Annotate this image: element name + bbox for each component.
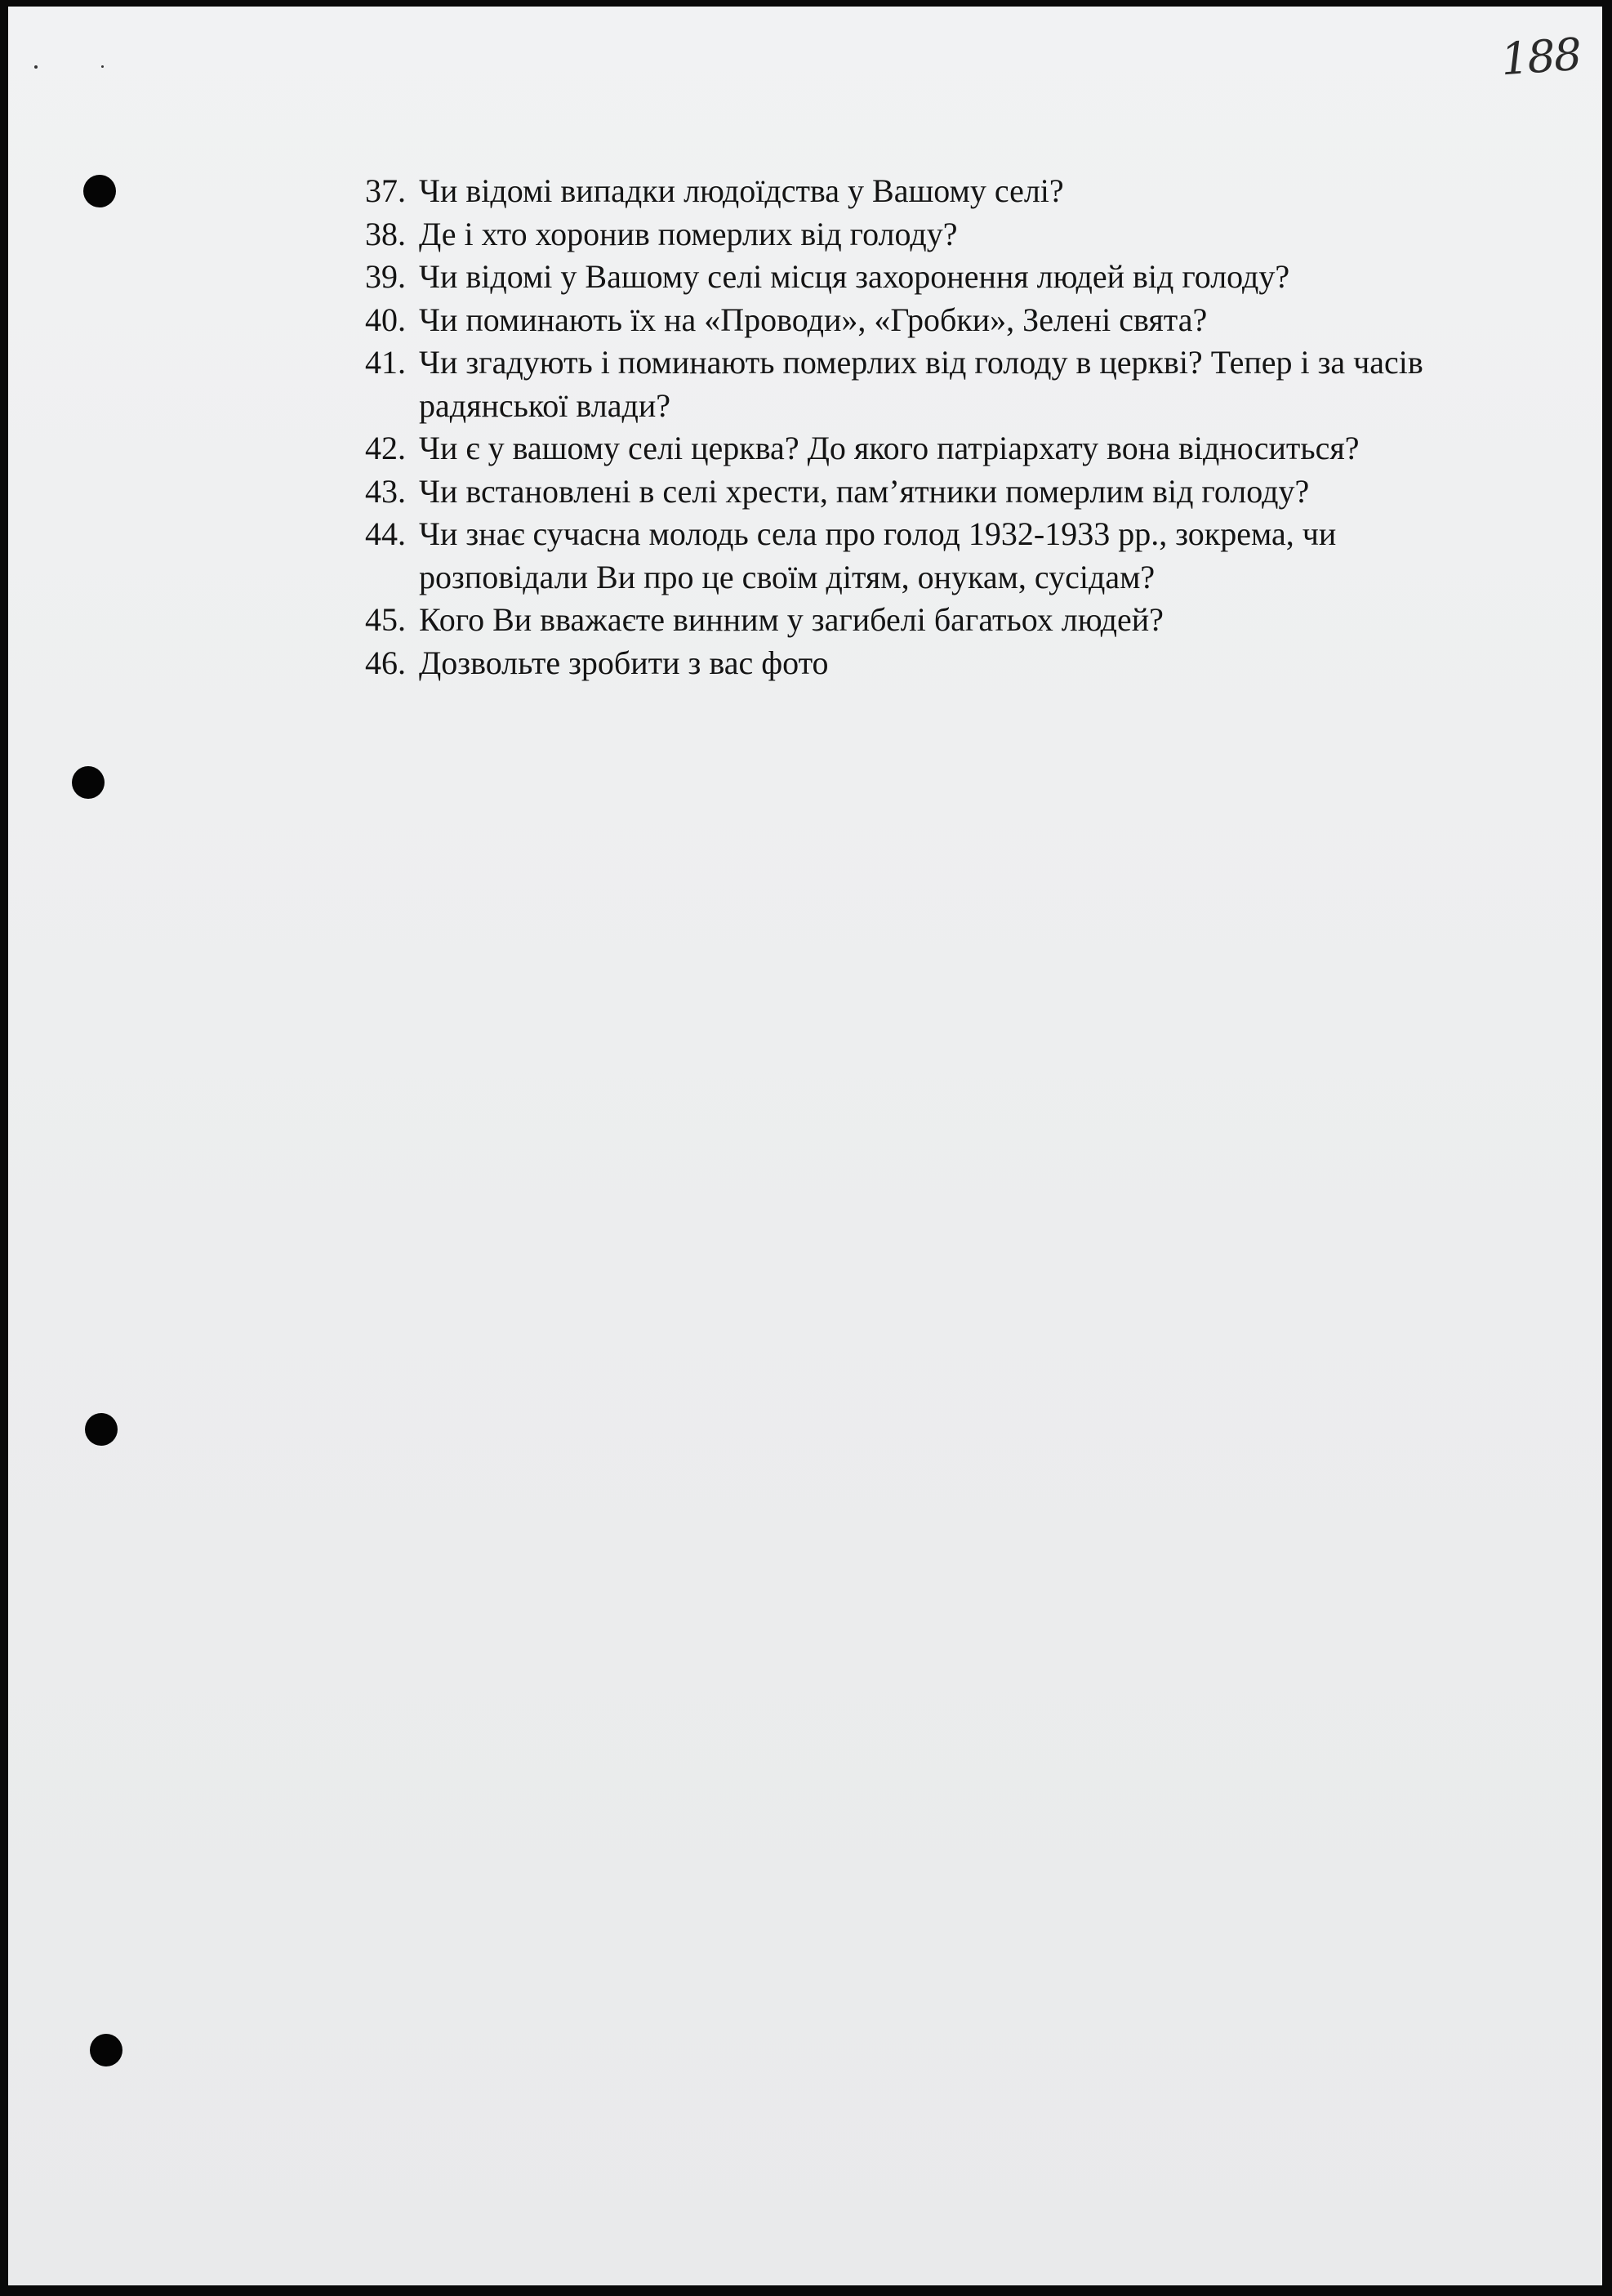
question-number: 40. [365, 301, 406, 338]
punch-hole [85, 1413, 118, 1446]
question-text: Де і хто хоронив померлих від голоду? [419, 215, 958, 252]
question-text: Чи відомі у Вашому селі місця захоронення людей від голоду? [419, 258, 1290, 295]
question-number: 38. [365, 215, 406, 252]
question-item [365, 599, 1508, 642]
punch-hole [72, 766, 105, 799]
question-text: Чи є у вашому селі церква? До якого патріархату вона відноситься? [419, 430, 1360, 466]
question-text: Кого Ви вважаєте винним у загибелі багатьох людей? [419, 601, 1164, 638]
question-item [365, 341, 1508, 427]
question-text: Чи поминають їх на «Проводи», «Гробки», Зелені свята? [419, 301, 1208, 338]
question-item [365, 299, 1508, 342]
question-item [365, 513, 1508, 599]
scan-speck [34, 65, 38, 69]
punch-hole [90, 2034, 122, 2066]
question-text: Дозвольте зробити з вас фото [419, 644, 829, 681]
question-number: 39. [365, 258, 406, 295]
question-number: 44. [365, 515, 406, 552]
question-item [365, 170, 1508, 213]
question-text: Чи відомі випадки людоїдства у Вашому селі? [419, 172, 1064, 209]
punch-hole [83, 175, 116, 207]
question-text: Чи встановлені в селі хрести, пам’ятники померлим від голоду? [419, 472, 1310, 510]
question-item [365, 256, 1508, 299]
question-text: Чи знає сучасна молодь села про голод 1932-1933 рр., зокрема, чи розповідали Ви про це своїм дітям, онукам, сусідам? [419, 515, 1337, 595]
question-list [365, 170, 1508, 684]
question-item [365, 642, 1508, 685]
question-number: 41. [365, 344, 406, 381]
handwritten-page-number: 188 [1498, 28, 1583, 86]
question-number: 43. [365, 472, 406, 510]
question-number: 46. [365, 644, 406, 681]
document-page [8, 7, 1602, 2285]
question-number: 42. [365, 430, 406, 466]
question-item [365, 213, 1508, 256]
question-item [365, 427, 1508, 470]
scan-speck [101, 65, 104, 68]
question-text: Чи згадують і поминають померлих від голоду в церкві? Тепер і за часів радянської влади? [419, 344, 1423, 424]
question-number: 45. [365, 601, 406, 638]
question-item [365, 470, 1508, 514]
question-number: 37. [365, 172, 406, 209]
